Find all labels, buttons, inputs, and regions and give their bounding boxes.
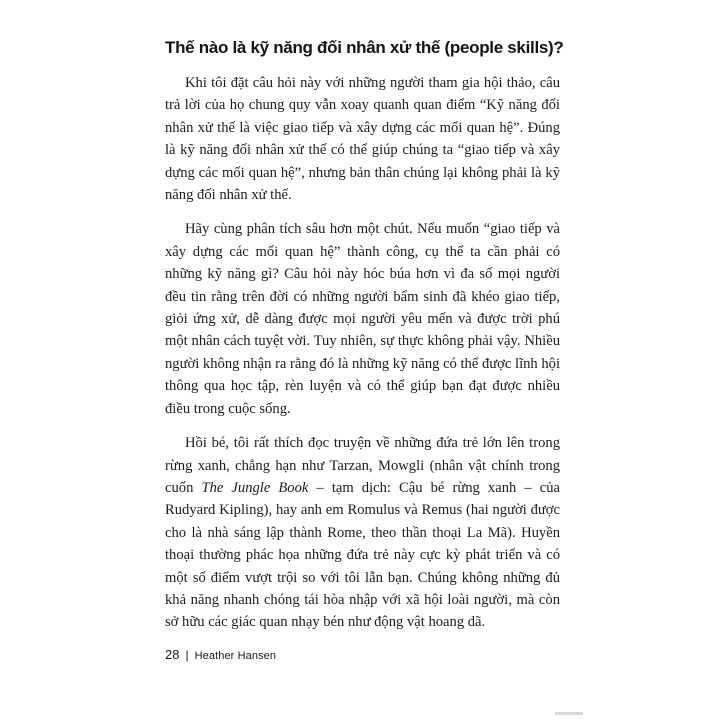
body-text (165, 72, 560, 646)
page-footer (165, 647, 276, 662)
paragraph-3-start: Hồi bé, tôi rất thích đọc truyện về những đứa trẻ lớn lên trong rừng xanh, chẳng hạn như Tarzan, Mowgli (nhân vật chính trong cuốn (165, 435, 560, 496)
footer-separator: | (185, 648, 189, 662)
section-heading: Thế nào là kỹ năng đối nhân xử thế (people skills)? (165, 38, 564, 57)
paragraph-3 (165, 432, 560, 634)
paragraph-3-end: – tạm dịch: Cậu bé rừng xanh – của Rudyard Kipling), hay anh em Romulus và Remus (hai người được cho là nhà sáng lập thành Rome, theo thần thoại La Mã). Huyền thoại thường phác họa những đứa trẻ này cực kỳ phát triển và có một số điểm vượt trội so với tôi lẫn bạn. Chúng không những đủ khả năng nhanh chóng tái hòa nhập với xã hội loài người, mà còn sở hữu các giác quan nhạy bén như động vật hoang dã. (165, 479, 560, 631)
paragraph-1: Khi tôi đặt câu hỏi này với những người tham gia hội thảo, câu trả lời của họ chung quy vẫn xoay quanh quan điểm “Kỹ năng đối nhân xử thế là việc giao tiếp và xây dựng các mối quan hệ”. Đúng là kỹ năng đối nhân xử thế có thể giúp chúng ta “giao tiếp và xây dựng các mối quan hệ”, nhưng bản thân chúng lại không phải là kỹ năng đối nhân xử thế. (165, 75, 560, 204)
book-title-italic: The Jungle Book (201, 479, 309, 496)
paragraph-2: Hãy cùng phân tích sâu hơn một chút. Nếu muốn “giao tiếp và xây dựng các mối quan hệ” thành công, cụ thể ta cần phải có những kỹ năng gì? Câu hỏi này hóc búa hơn vì đa số mọi người đều tin rằng trên đời có những người bẩm sinh đã khéo giao tiếp, giỏi ứng xử, dễ dàng được mọi người yêu mến và được trời phú một nhân cách tuyệt vời. Tuy nhiên, sự thực không phải vậy. Nhiều người không nhận ra rằng đó là những kỹ năng có thể được lĩnh hội thông qua học tập, rèn luyện và có thể giúp bạn đạt được nhiều điều trong cuộc sống. (165, 221, 561, 417)
author-name: Heather Hansen (194, 650, 277, 662)
page-edge-mark (555, 712, 583, 715)
page-number: 28 (165, 647, 180, 662)
